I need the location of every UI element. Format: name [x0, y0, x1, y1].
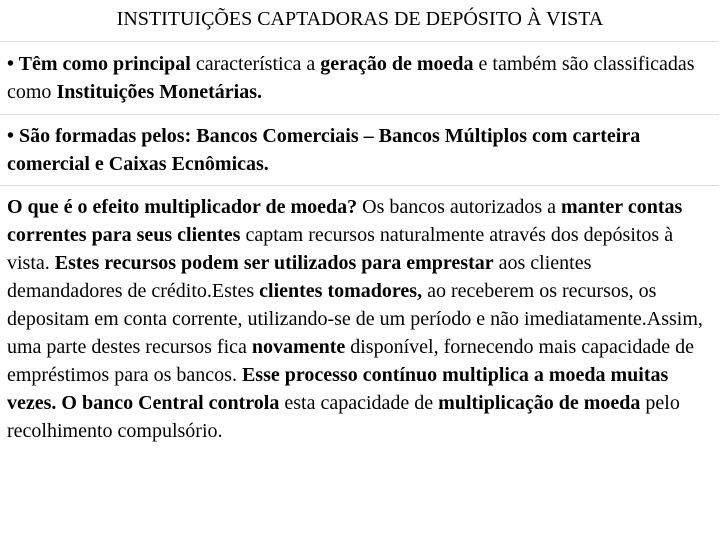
text-run: ao receberem os recursos, os depositam em conta corrente, utilizando-se de um período e não imediatamente.Assim, uma parte destes recursos fica [7, 280, 703, 358]
bold-text-run: Estes recursos podem ser utilizados para emprestar [54, 252, 494, 274]
bold-text-run: multiplicação de moeda [438, 392, 641, 414]
bold-text-run: manter contas correntes para seus clientes [7, 196, 683, 246]
text-run: característica a [190, 53, 321, 75]
divider [0, 114, 719, 115]
bold-text-run: geração de moeda [320, 53, 474, 75]
paragraph-multiplicador [7, 193, 709, 445]
text-run: aos clientes demandadores de crédito.Estes [7, 252, 592, 302]
text-run: captam recursos naturalmente através dos depósitos à vista. [7, 224, 674, 274]
bold-text-run: • Têm como principal [7, 53, 191, 75]
bullet-formadas-pelos [7, 122, 709, 178]
divider [0, 41, 719, 42]
text-run: pelo recolhimento compulsório. [7, 392, 680, 442]
bold-text-run: O que é o efeito multiplicador de moeda? [7, 196, 358, 218]
bold-text-run: Instituições Monetárias. [56, 81, 262, 103]
text-run: e também são classificadas como [7, 53, 695, 103]
bullet-geracao-moeda [7, 50, 709, 106]
text-run: Os bancos autorizados a [357, 196, 561, 218]
text-run: disponível, fornecendo mais capacidade de empréstimos para os bancos. [7, 336, 694, 386]
text-run: esta capacidade de [279, 392, 439, 414]
slide-title: INSTITUIÇÕES CAPTADORAS DE DEPÓSITO À VISTA [116, 8, 604, 30]
bold-text-run: novamente [251, 336, 346, 358]
bold-text-run: • São formadas pelos: Bancos Comerciais – Bancos Múltiplos com carteira comercial e Caixas Ecnômicas. [7, 125, 641, 175]
bold-text-run: Esse processo contínuo multiplica a moeda muitas vezes. O banco Central controla [7, 364, 669, 414]
bold-text-run: clientes tomadores, [259, 280, 423, 302]
